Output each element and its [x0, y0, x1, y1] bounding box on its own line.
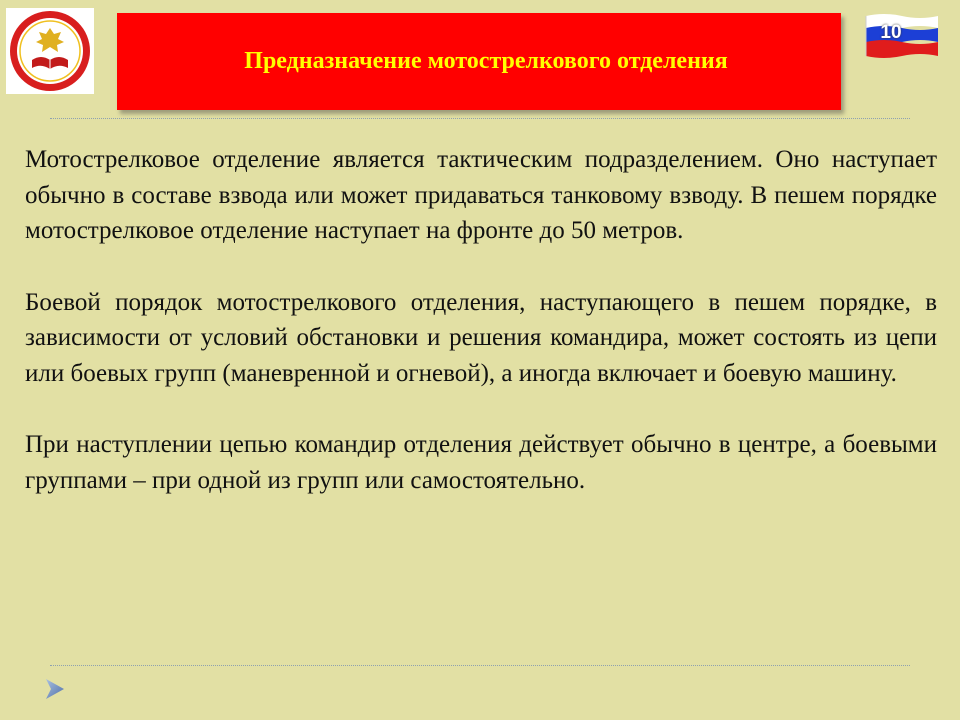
slide-body: [25, 142, 937, 534]
paragraph-3: При наступлении цепью командир отделения действует обычно в центре, а боевыми группами – при одной из групп или самостоятельно.: [25, 431, 937, 494]
slide-title: Предназначение мотострелкового отделения: [244, 48, 728, 74]
military-academy-emblem-icon: [6, 8, 94, 94]
title-bar: [117, 13, 841, 110]
logo: [6, 8, 94, 94]
bottom-divider: [50, 665, 910, 666]
top-divider: [50, 118, 910, 119]
next-slide-arrow-icon[interactable]: [44, 677, 66, 701]
paragraph-1: Мотострелковое отделение является тактическим подразделением. Оно наступает обычно в составе взвода или может придаваться танковому взводу. В пешем порядке мотострелковое отделение наступает на фронте до 50 метров.: [25, 146, 937, 244]
paragraph-2: Боевой порядок мотострелкового отделения, наступающего в пешем порядке, в зависимости от условий обстановки и решения командира, может состоять из цепи или боевых групп (маневренной и огневой), а иногда включает и боевую машину.: [25, 288, 937, 387]
slide-number: 10: [880, 22, 902, 43]
